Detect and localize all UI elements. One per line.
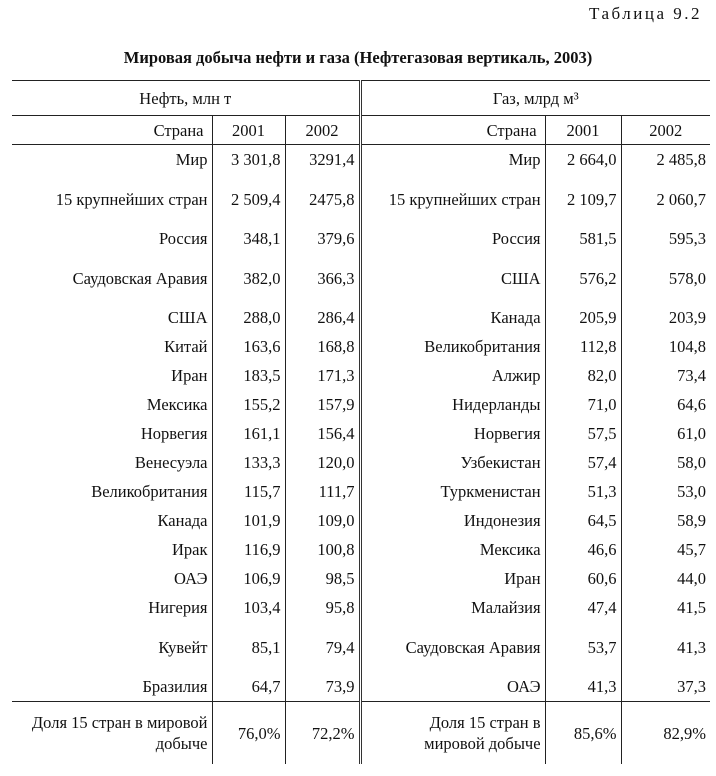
gas-country-header: Страна	[360, 116, 545, 145]
oil-2001-cell: 133,3	[212, 448, 285, 477]
gas-country-cell: ОАЭ	[360, 672, 545, 702]
gas-2002-cell: 2 485,8	[621, 145, 710, 175]
table-row	[12, 390, 710, 419]
oil-2002-cell: 366,3	[285, 253, 360, 303]
oil-country-cell: Россия	[159, 229, 208, 248]
table-row	[12, 145, 710, 175]
oil-2001-cell: 348,1	[212, 224, 285, 253]
table-row	[12, 672, 710, 702]
oil-2002-cell: 109,0	[285, 506, 360, 535]
gas-2002-cell: 41,5	[621, 593, 710, 622]
table-title: Мировая добыча нефти и газа (Нефтегазовая вертикаль, 2003)	[123, 48, 593, 67]
oil-country-cell: 15 крупнейших стран	[55, 189, 208, 209]
gas-2001-cell: 57,5	[545, 419, 621, 448]
gas-country-cell: Индонезия	[360, 506, 545, 535]
oil-2002-cell: 286,4	[285, 303, 360, 332]
oil-2002-cell: 120,0	[285, 448, 360, 477]
gas-2002-cell: 73,4	[621, 361, 710, 390]
gas-2002-cell: 53,0	[621, 477, 710, 506]
gas-country-cell: Узбекистан	[360, 448, 545, 477]
table-row	[12, 174, 710, 224]
gas-2001-cell: 2 109,7	[545, 174, 621, 224]
oil-header: Нефть, млн т	[12, 81, 360, 116]
gas-country-cell: Туркменистан	[360, 477, 545, 506]
oil-2001-cell: 382,0	[212, 253, 285, 303]
oil-share-2001: 76,0%	[212, 702, 285, 765]
gas-2002-cell: 58,9	[621, 506, 710, 535]
production-table	[12, 80, 710, 764]
oil-country-cell: Норвегия	[140, 424, 208, 443]
table-row	[12, 564, 710, 593]
gas-country-cell: Канада	[360, 303, 545, 332]
gas-country-cell: Норвегия	[360, 419, 545, 448]
gas-2002-cell: 64,6	[621, 390, 710, 419]
oil-2002-cell: 379,6	[285, 224, 360, 253]
table-row	[12, 448, 710, 477]
table-row	[12, 593, 710, 622]
gas-2002-cell: 595,3	[621, 224, 710, 253]
gas-2001-cell: 51,3	[545, 477, 621, 506]
oil-2002-cell: 171,3	[285, 361, 360, 390]
gas-country-cell: Алжир	[360, 361, 545, 390]
oil-2001-cell: 101,9	[212, 506, 285, 535]
gas-2002-header: 2002	[621, 116, 710, 145]
oil-2002-cell: 98,5	[285, 564, 360, 593]
table-row	[12, 506, 710, 535]
gas-2002-cell: 104,8	[621, 332, 710, 361]
oil-country-cell: ОАЭ	[174, 569, 208, 588]
oil-2001-cell: 106,9	[212, 564, 285, 593]
oil-2001-cell: 161,1	[212, 419, 285, 448]
table-row	[12, 419, 710, 448]
gas-2002-cell: 41,3	[621, 622, 710, 672]
gas-header: Газ, млрд м³	[360, 81, 710, 116]
table-row	[12, 303, 710, 332]
gas-2001-cell: 2 664,0	[545, 145, 621, 175]
gas-2001-cell: 41,3	[545, 672, 621, 702]
gas-2001-cell: 46,6	[545, 535, 621, 564]
oil-country-header: Страна	[12, 116, 212, 145]
gas-country-cell: Великобритания	[360, 332, 545, 361]
oil-share-label: Доля 15 стран в мировой добыче	[12, 702, 212, 765]
gas-2001-cell: 64,5	[545, 506, 621, 535]
oil-2001-cell: 85,1	[212, 622, 285, 672]
oil-country-cell: Китай	[164, 337, 208, 356]
gas-country-cell: Нидерланды	[360, 390, 545, 419]
oil-2002-cell: 79,4	[285, 622, 360, 672]
oil-country-cell: Великобритания	[91, 482, 208, 501]
gas-2002-cell: 203,9	[621, 303, 710, 332]
gas-country-cell: 15 крупнейших стран	[360, 174, 545, 224]
oil-2002-cell: 157,9	[285, 390, 360, 419]
oil-2001-cell: 3 301,8	[212, 145, 285, 175]
gas-2001-cell: 581,5	[545, 224, 621, 253]
oil-country-cell: Мир	[175, 150, 208, 169]
gas-country-cell: США	[360, 253, 545, 303]
table-number: Таблица 9.2	[589, 4, 702, 23]
gas-2001-cell: 53,7	[545, 622, 621, 672]
gas-2001-cell: 205,9	[545, 303, 621, 332]
gas-2001-header: 2001	[545, 116, 621, 145]
gas-country-cell: Малайзия	[360, 593, 545, 622]
oil-country-cell: Венесуэла	[134, 453, 208, 472]
gas-2002-cell: 2 060,7	[621, 174, 710, 224]
oil-2002-header: 2002	[285, 116, 360, 145]
gas-country-cell: Россия	[360, 224, 545, 253]
oil-2001-cell: 115,7	[212, 477, 285, 506]
gas-country-cell: Мексика	[360, 535, 545, 564]
oil-2001-cell: 2 509,4	[212, 174, 285, 224]
oil-2002-cell: 95,8	[285, 593, 360, 622]
gas-2001-cell: 71,0	[545, 390, 621, 419]
table-row	[12, 622, 710, 672]
column-header-row	[12, 116, 710, 145]
gas-2001-cell: 47,4	[545, 593, 621, 622]
oil-2001-cell: 163,6	[212, 332, 285, 361]
oil-country-cell: Канада	[157, 511, 208, 530]
table-row	[12, 224, 710, 253]
gas-country-cell: Саудовская Аравия	[360, 622, 545, 672]
gas-2001-cell: 82,0	[545, 361, 621, 390]
oil-2002-cell: 168,8	[285, 332, 360, 361]
gas-2001-cell: 60,6	[545, 564, 621, 593]
oil-2001-cell: 103,4	[212, 593, 285, 622]
gas-2001-cell: 576,2	[545, 253, 621, 303]
table-row	[12, 477, 710, 506]
gas-2002-cell: 45,7	[621, 535, 710, 564]
oil-2001-cell: 183,5	[212, 361, 285, 390]
oil-2002-cell: 2475,8	[285, 174, 360, 224]
oil-country-cell: Нигерия	[148, 598, 208, 617]
oil-2002-cell: 100,8	[285, 535, 360, 564]
gas-2001-cell: 57,4	[545, 448, 621, 477]
gas-2002-cell: 61,0	[621, 419, 710, 448]
oil-2001-cell: 116,9	[212, 535, 285, 564]
gas-country-cell: Мир	[360, 145, 545, 175]
oil-country-cell: США	[167, 308, 208, 327]
oil-2002-cell: 73,9	[285, 672, 360, 702]
oil-share-2002: 72,2%	[285, 702, 360, 765]
gas-2002-cell: 578,0	[621, 253, 710, 303]
gas-2002-cell: 37,3	[621, 672, 710, 702]
gas-share-label: Доля 15 стран в мировой добыче	[360, 702, 545, 765]
oil-2002-cell: 3291,4	[285, 145, 360, 175]
group-header-row	[12, 81, 710, 116]
oil-country-cell: Мексика	[146, 395, 208, 414]
table-row	[12, 253, 710, 303]
oil-2002-cell: 156,4	[285, 419, 360, 448]
gas-country-cell: Иран	[360, 564, 545, 593]
oil-2001-cell: 288,0	[212, 303, 285, 332]
oil-country-cell: Бразилия	[12, 672, 212, 702]
oil-2001-cell: 155,2	[212, 390, 285, 419]
gas-share-2002: 82,9%	[621, 702, 710, 765]
gas-share-2001: 85,6%	[545, 702, 621, 765]
table-row	[12, 361, 710, 390]
table-row	[12, 332, 710, 361]
oil-2002-cell: 111,7	[285, 477, 360, 506]
oil-country-cell: Иран	[171, 366, 208, 385]
table-row	[12, 535, 710, 564]
oil-2001-header: 2001	[212, 116, 285, 145]
oil-country-cell: Ирак	[171, 540, 208, 559]
oil-2001-cell: 64,7	[212, 672, 285, 702]
gas-2002-cell: 58,0	[621, 448, 710, 477]
gas-2001-cell: 112,8	[545, 332, 621, 361]
share-row	[12, 702, 710, 765]
gas-2002-cell: 44,0	[621, 564, 710, 593]
oil-country-cell: Кувейт	[158, 637, 208, 657]
oil-country-cell: Саудовская Аравия	[72, 268, 208, 288]
